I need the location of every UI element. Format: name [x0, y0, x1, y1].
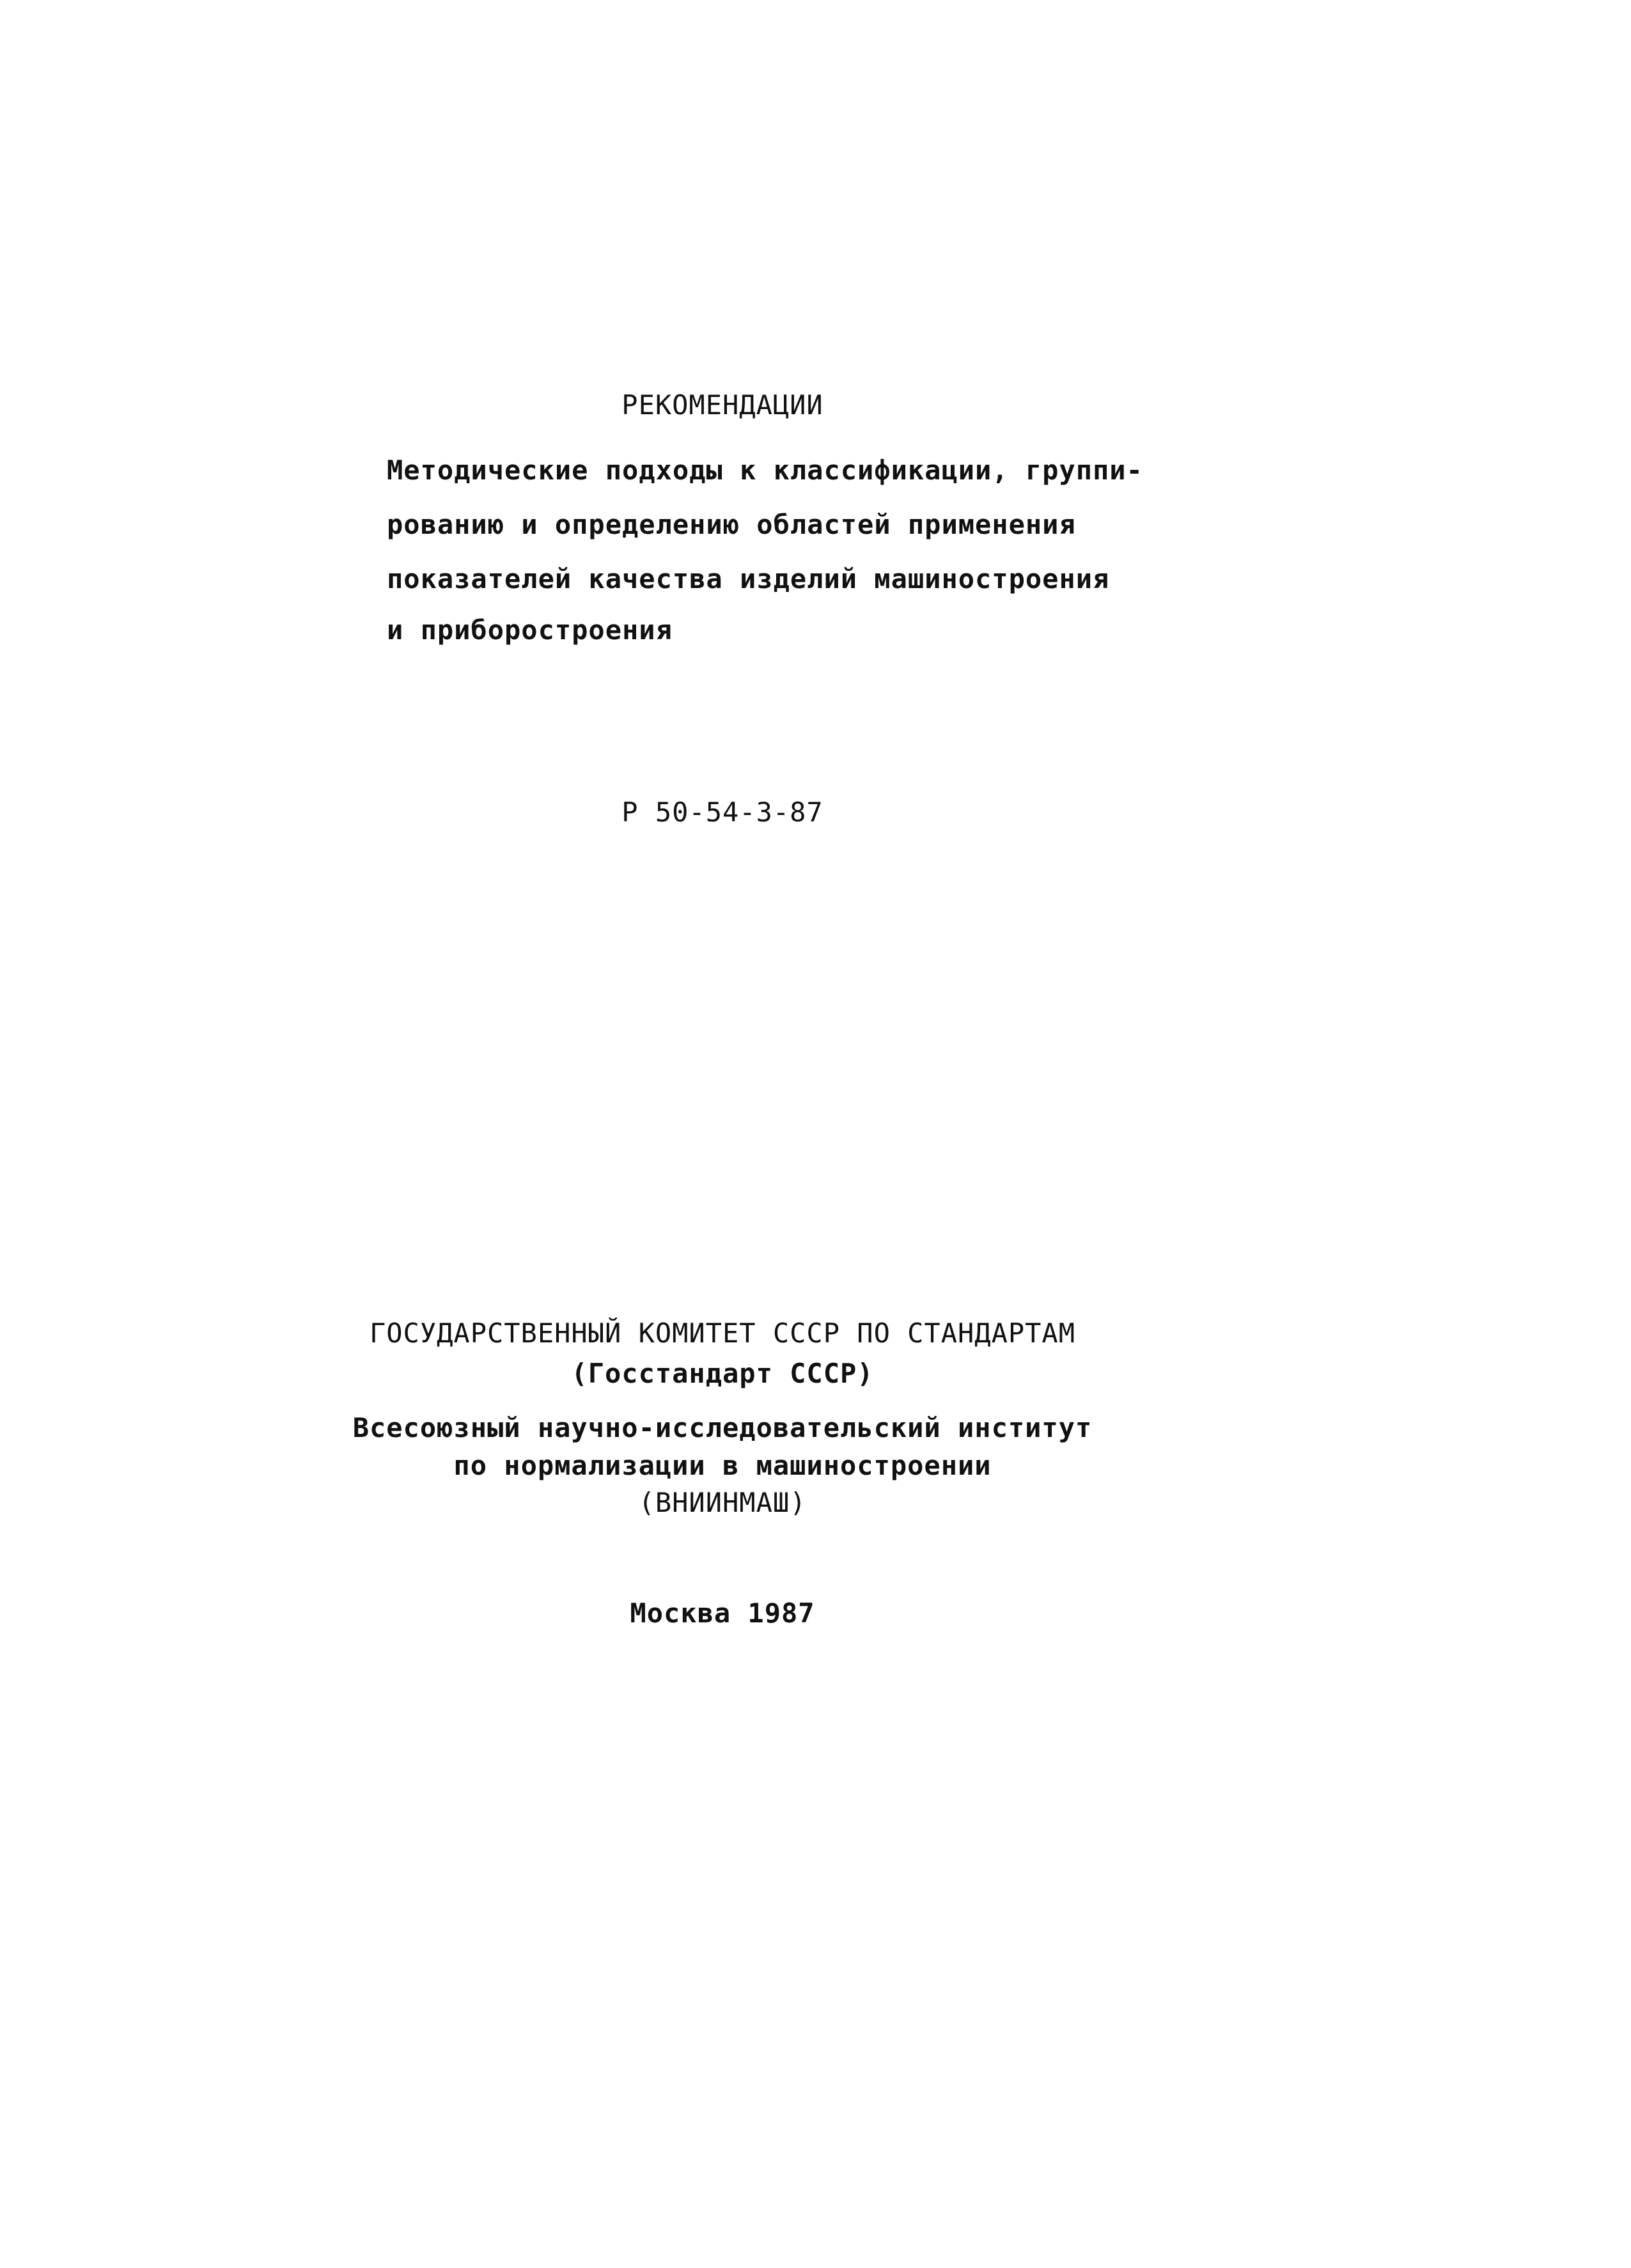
institute-line-1: Всесоюзный научно-исследовательский институт: [352, 1412, 1093, 1443]
title-line-4: и приборостроения: [387, 614, 673, 646]
institute-line-2: по нормализации в машиностроении: [453, 1450, 992, 1481]
place-and-year: Москва 1987: [630, 1597, 815, 1629]
institute-abbreviation: (ВНИИНМАШ): [638, 1487, 807, 1518]
title-line-3: показателей качества изделий машиностроения: [387, 563, 1110, 594]
document-designation: Р 50-54-3-87: [621, 796, 823, 828]
title-line-2: рованию и определению областей применения: [387, 509, 1076, 540]
document-type-heading: РЕКОМЕНДАЦИИ: [621, 389, 823, 421]
committee-short-name: (Госстандарт СССР): [571, 1358, 874, 1389]
title-line-1: Методические подходы к классификации, группи-: [387, 454, 1143, 486]
committee-name: ГОСУДАРСТВЕННЫЙ КОМИТЕТ СССР ПО СТАНДАРТАМ: [369, 1317, 1076, 1349]
